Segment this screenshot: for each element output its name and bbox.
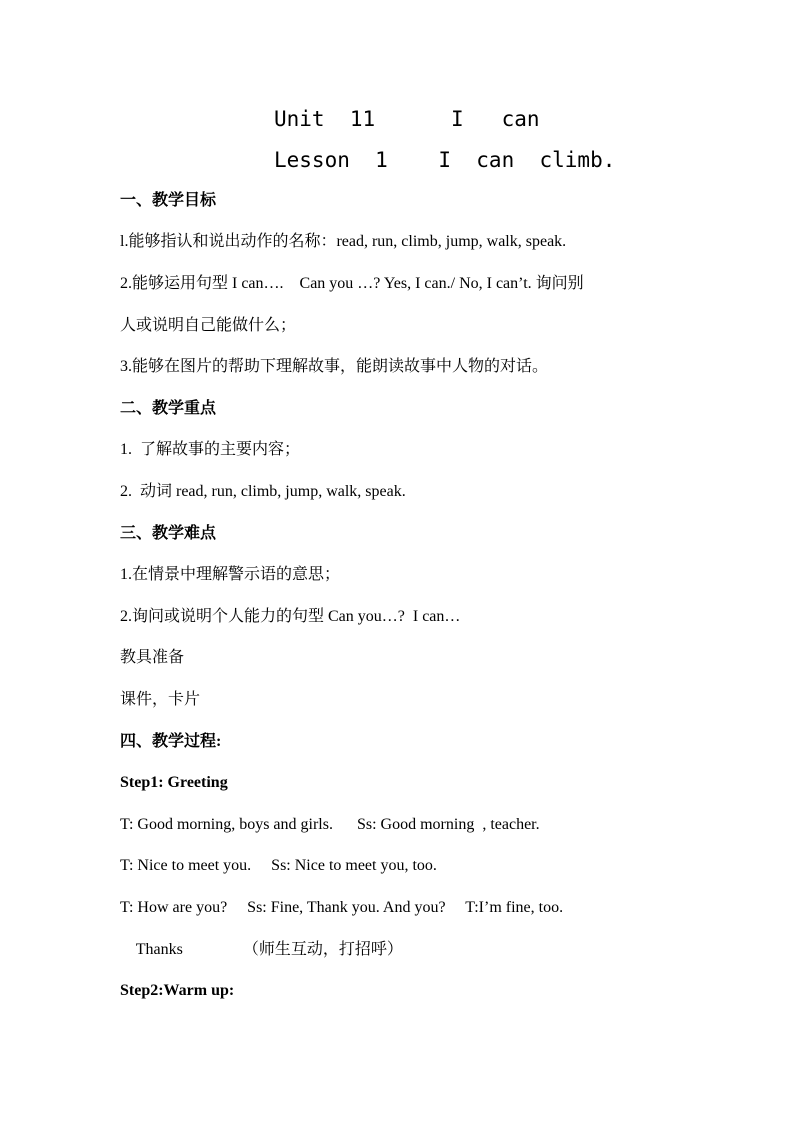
- dialogue-line-3: T: How are you? Ss: Fine, Thank you. And you? T:I’m fine, too.: [120, 899, 564, 916]
- step2-heading: Step2:Warm up:: [120, 982, 235, 999]
- title-lesson: Lesson 1 I can climb.: [274, 148, 616, 172]
- dialogue-line-4: Thanks （师生互动，打招呼）: [120, 941, 403, 958]
- objective-item-2: 2.能够运用句型 I can…. Can you …? Yes, I can./ No, I can’t. 询问别: [120, 275, 584, 292]
- tools-heading: 教具准备: [120, 649, 185, 666]
- section-heading-process: 四、教学过程:: [120, 733, 222, 750]
- key-point-item-1: 1. 了解故事的主要内容；: [120, 441, 301, 458]
- difficulty-item-2: 2.询问或说明个人能力的句型 Can you…? I can…: [120, 608, 461, 625]
- section-heading-key-points: 二、教学重点: [120, 400, 217, 417]
- section-heading-difficulties: 三、教学难点: [120, 525, 217, 542]
- difficulty-item-1: 1.在情景中理解警示语的意思；: [120, 566, 341, 583]
- objective-item-1: l.能够指认和说出动作的名称：read, run, climb, jump, walk, speak.: [120, 233, 567, 250]
- section-heading-objectives: 一、教学目标: [120, 192, 217, 209]
- dialogue-line-2: T: Nice to meet you. Ss: Nice to meet you, too.: [120, 857, 437, 874]
- step1-heading: Step1: Greeting: [120, 774, 228, 791]
- dialogue-line-1: T: Good morning, boys and girls. Ss: Good morning , teacher.: [120, 816, 540, 833]
- key-point-item-2: 2. 动词 read, run, climb, jump, walk, speak.: [120, 483, 406, 500]
- objective-item-2-cont: 人或说明自己能做什么；: [120, 317, 297, 334]
- tools-text: 课件，卡片: [120, 691, 201, 708]
- objective-item-3: 3.能够在图片的帮助下理解故事，能朗读故事中人物的对话。: [120, 358, 549, 375]
- title-unit: Unit 11 I can: [274, 107, 540, 131]
